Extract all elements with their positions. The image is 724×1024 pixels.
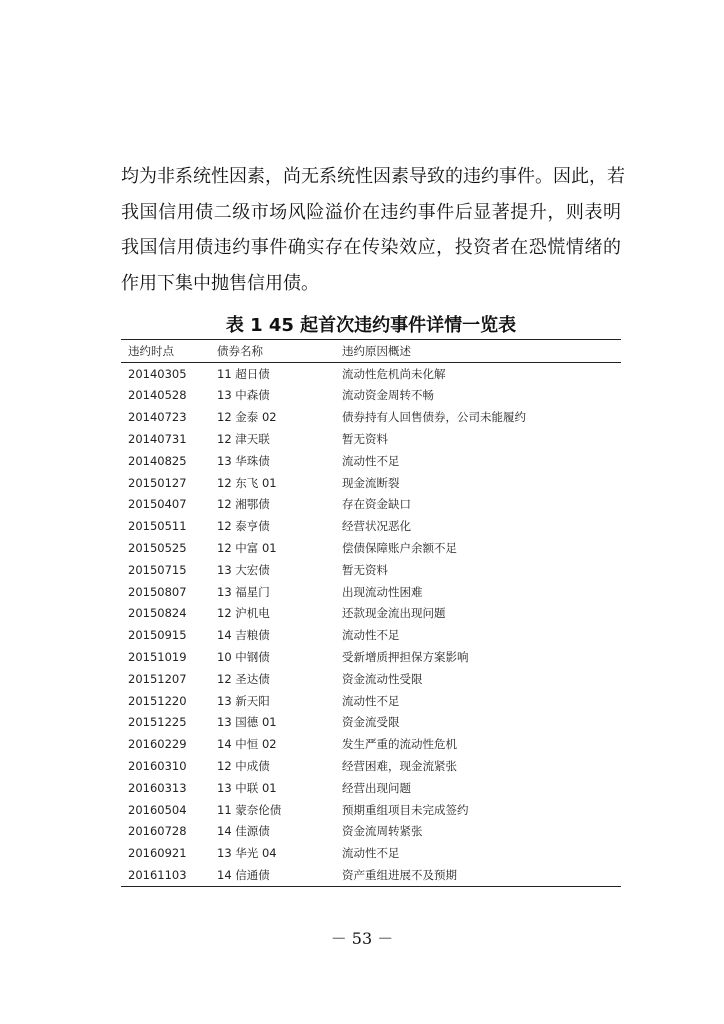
body-paragraph xyxy=(121,159,625,301)
table-row xyxy=(121,799,621,821)
cell-date: 20160313 xyxy=(128,780,187,795)
cell-reason: 资金流动性受限 xyxy=(342,671,423,686)
cell-bond-name: 13 大宏债 xyxy=(217,562,270,577)
cell-bond-name: 12 沪机电 xyxy=(217,606,270,621)
column-header-date: 违约时点 xyxy=(128,343,174,358)
table-row xyxy=(121,777,621,799)
cell-date: 20160229 xyxy=(128,737,187,752)
cell-bond-name: 12 湘鄂债 xyxy=(217,497,270,512)
table-row xyxy=(121,515,621,537)
default-events-table xyxy=(121,339,621,887)
table-row xyxy=(121,494,621,516)
cell-reason: 暂无资料 xyxy=(342,432,388,447)
cell-date: 20150127 xyxy=(128,475,187,490)
cell-date: 20140731 xyxy=(128,432,187,447)
cell-reason: 出现流动性困难 xyxy=(342,584,423,599)
cell-bond-name: 12 金泰 02 xyxy=(217,410,277,425)
cell-bond-name: 12 圣达债 xyxy=(217,671,270,686)
table-row xyxy=(121,581,621,603)
cell-bond-name: 14 中恒 02 xyxy=(217,737,277,752)
page-number: － 53 － xyxy=(330,929,394,948)
cell-date: 20150407 xyxy=(128,497,187,512)
cell-bond-name: 12 泰亨债 xyxy=(217,519,270,534)
cell-reason: 暂无资料 xyxy=(342,562,388,577)
cell-reason: 流动性不足 xyxy=(342,846,400,861)
table-row xyxy=(121,864,621,886)
cell-date: 20160728 xyxy=(128,824,187,839)
cell-reason: 流动性危机尚未化解 xyxy=(342,366,446,381)
cell-date: 20140528 xyxy=(128,388,187,403)
cell-bond-name: 13 华珠债 xyxy=(217,453,270,468)
cell-date: 20150824 xyxy=(128,606,187,621)
cell-bond-name: 12 东飞 01 xyxy=(217,475,277,490)
cell-date: 20150525 xyxy=(128,541,187,556)
table-header-row xyxy=(121,340,621,363)
cell-reason: 发生严重的流动性危机 xyxy=(342,737,457,752)
cell-date: 20150915 xyxy=(128,628,187,643)
paragraph-line: 我国信用债二级市场风险溢价在违约事件后显著提升，则表明 xyxy=(121,201,621,223)
cell-date: 20151220 xyxy=(128,693,187,708)
cell-date: 20150715 xyxy=(128,562,187,577)
table-row xyxy=(121,450,621,472)
cell-bond-name: 14 吉粮债 xyxy=(217,628,270,643)
table-row xyxy=(121,362,621,384)
table-row xyxy=(121,712,621,734)
cell-bond-name: 12 中成债 xyxy=(217,759,270,774)
cell-date: 20150511 xyxy=(128,519,187,534)
cell-bond-name: 13 中森债 xyxy=(217,388,270,403)
table-row xyxy=(121,406,621,428)
cell-reason: 现金流断裂 xyxy=(342,475,400,490)
table-row xyxy=(121,603,621,625)
cell-reason: 预期重组项目未完成签约 xyxy=(342,802,469,817)
cell-reason: 资产重组进展不及预期 xyxy=(342,868,457,883)
table-row xyxy=(121,690,621,712)
cell-bond-name: 14 佳源债 xyxy=(217,824,270,839)
table-row xyxy=(121,755,621,777)
table-row xyxy=(121,472,621,494)
cell-reason: 资金流周转紧张 xyxy=(342,824,423,839)
cell-date: 20161103 xyxy=(128,868,187,883)
cell-date: 20160504 xyxy=(128,802,187,817)
cell-date: 20151225 xyxy=(128,715,187,730)
cell-date: 20140825 xyxy=(128,453,187,468)
cell-bond-name: 12 津天联 xyxy=(217,432,270,447)
table-row xyxy=(121,668,621,690)
cell-date: 20150807 xyxy=(128,584,187,599)
cell-reason: 流动性不足 xyxy=(342,628,400,643)
table-row xyxy=(121,624,621,646)
cell-bond-name: 12 中富 01 xyxy=(217,541,277,556)
cell-reason: 受新增质押担保方案影响 xyxy=(342,650,469,665)
cell-date: 20140723 xyxy=(128,410,187,425)
cell-bond-name: 13 福星门 xyxy=(217,584,270,599)
cell-reason: 还款现金流出现问题 xyxy=(342,606,446,621)
paragraph-line: 均为非系统性因素，尚无系统性因素导致的违约事件。因此，若 xyxy=(121,166,625,187)
paragraph-line: 作用下集中抛售信用债。 xyxy=(121,272,319,294)
table-row xyxy=(121,559,621,581)
table-caption: 表 1 45 起首次违约事件详情一览表 xyxy=(225,315,517,336)
cell-reason: 资金流受限 xyxy=(342,715,400,730)
table-body xyxy=(121,362,621,886)
cell-bond-name: 13 中联 01 xyxy=(217,780,277,795)
cell-date: 20151207 xyxy=(128,671,187,686)
cell-reason: 流动性不足 xyxy=(342,453,400,468)
cell-reason: 流动资金周转不畅 xyxy=(342,388,434,403)
cell-bond-name: 13 华光 04 xyxy=(217,846,277,861)
table-row xyxy=(121,842,621,864)
table-row xyxy=(121,428,621,450)
cell-reason: 经营出现问题 xyxy=(342,780,411,795)
cell-date: 20140305 xyxy=(128,366,187,381)
column-header-reason: 违约原因概述 xyxy=(342,343,411,358)
table-row xyxy=(121,385,621,407)
cell-date: 20151019 xyxy=(128,650,187,665)
paragraph-line: 我国信用债违约事件确实存在传染效应，投资者在恐慌情绪的 xyxy=(121,237,621,258)
cell-date: 20160921 xyxy=(128,846,187,861)
table-row xyxy=(121,733,621,755)
column-header-bond-name: 债券名称 xyxy=(217,343,263,358)
cell-bond-name: 14 信通债 xyxy=(217,868,270,883)
table-row xyxy=(121,646,621,668)
table-row xyxy=(121,821,621,843)
cell-bond-name: 11 超日债 xyxy=(217,366,270,381)
cell-reason: 经营状况恶化 xyxy=(342,519,411,534)
cell-bond-name: 10 中钢债 xyxy=(217,650,270,665)
cell-reason: 偿债保障账户余额不足 xyxy=(342,541,457,556)
cell-reason: 债券持有人回售债券，公司未能履约 xyxy=(342,410,526,425)
table-row xyxy=(121,537,621,559)
cell-bond-name: 11 蒙奈伦债 xyxy=(217,802,282,817)
cell-reason: 经营困难，现金流紧张 xyxy=(342,759,457,774)
cell-reason: 存在资金缺口 xyxy=(342,497,411,512)
cell-bond-name: 13 新天阳 xyxy=(217,693,270,708)
cell-reason: 流动性不足 xyxy=(342,693,400,708)
cell-date: 20160310 xyxy=(128,759,187,774)
cell-bond-name: 13 国德 01 xyxy=(217,715,277,730)
